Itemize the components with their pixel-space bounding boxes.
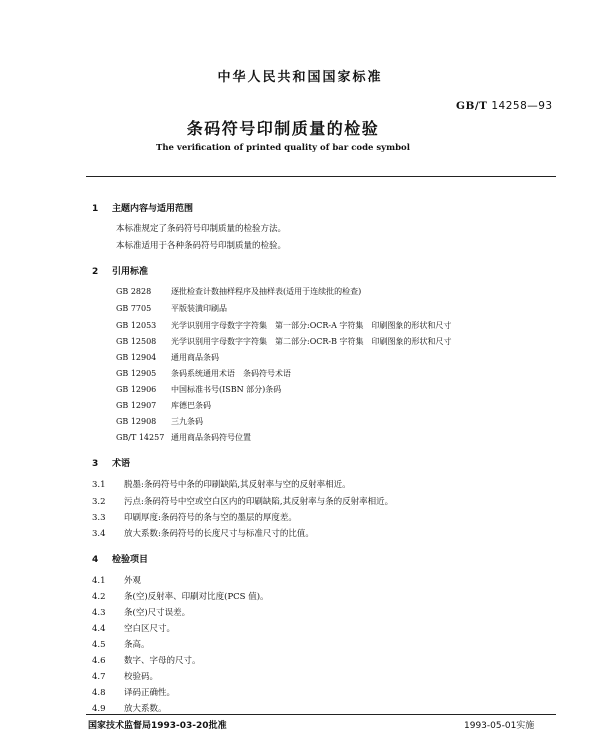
reference-title: 逐批检查计数抽样程序及抽样表(适用于连续批的检查)	[171, 287, 362, 296]
section-title: 术语	[112, 459, 131, 469]
section-title: 检验项目	[112, 555, 149, 565]
item-number: 4.6	[92, 656, 106, 666]
reference-item	[116, 368, 291, 379]
inspection-item	[92, 622, 175, 634]
reference-item	[116, 352, 219, 363]
term-text: 污点:条码符号中空或空白区内的印刷缺陷,其反射率与条的反射率相近。	[124, 497, 394, 507]
term-item	[92, 478, 351, 490]
inspection-item	[92, 654, 201, 666]
reference-item	[116, 400, 211, 411]
inspection-item	[92, 702, 167, 714]
reference-title: 通用商品条码符号位置	[171, 433, 251, 442]
term-item	[92, 495, 393, 507]
reference-code: GB 12907	[116, 401, 157, 410]
item-text: 放大系数。	[124, 704, 167, 714]
item-text: 译码正确性。	[124, 688, 176, 698]
approval-date: 国家技术监督局1993-03-20批准	[88, 721, 227, 731]
reference-title: 光学识别用字母数字字符集 第二部分:OCR-B 字符集 印刷图象的形状和尺寸	[171, 337, 452, 346]
implementation-date: 1993-05-01实施	[464, 721, 535, 731]
item-text: 条(空)反射率、印刷对比度(PCS 值)。	[124, 592, 269, 602]
section-number: 4	[92, 555, 99, 565]
term-number: 3.1	[92, 480, 106, 490]
reference-code: GB 12906	[116, 385, 157, 394]
section-title: 引用标准	[112, 267, 149, 277]
item-number: 4.8	[92, 688, 106, 698]
section-number: 1	[92, 204, 99, 214]
header-divider	[86, 176, 556, 177]
item-number: 4.3	[92, 608, 106, 618]
section-heading-items	[92, 552, 148, 565]
inspection-item	[92, 590, 269, 602]
reference-item	[116, 286, 361, 297]
reference-code: GB 12905	[116, 369, 157, 378]
document-title-cn: 条码符号印制质量的检验	[186, 119, 380, 138]
item-text: 条高。	[124, 640, 150, 650]
reference-title: 光学识别用字母数字字符集 第一部分:OCR-A 字符集 印刷图象的形状和尺寸	[171, 321, 452, 330]
term-item	[92, 511, 297, 523]
term-number: 3.2	[92, 497, 106, 507]
term-item	[92, 527, 314, 539]
term-number: 3.4	[92, 529, 106, 539]
reference-code: GB 2828	[116, 287, 152, 296]
item-number: 4.2	[92, 592, 106, 602]
reference-code: GB/T 14257	[116, 433, 165, 442]
reference-code: GB 7705	[116, 304, 152, 313]
term-text: 印刷厚度:条码符号的条与空的墨层的厚度差。	[124, 513, 297, 523]
term-text: 脱墨:条码符号中条的印刷缺陷,其反射率与空的反射率相近。	[124, 480, 351, 490]
section-heading-terms	[92, 456, 130, 469]
reference-item	[116, 432, 251, 443]
item-number: 4.4	[92, 624, 106, 634]
reference-item	[116, 320, 451, 331]
reference-code: GB 12053	[116, 321, 157, 330]
reference-title: 三九条码	[171, 417, 203, 426]
section-heading-references	[92, 264, 148, 277]
reference-item	[116, 416, 203, 427]
item-number: 4.5	[92, 640, 106, 650]
reference-item	[116, 336, 452, 347]
reference-item	[116, 303, 227, 314]
term-number: 3.3	[92, 513, 106, 523]
inspection-item	[92, 574, 141, 586]
inspection-item	[92, 670, 158, 682]
reference-code: GB 12508	[116, 337, 157, 346]
section-heading-scope	[92, 201, 193, 214]
standard-prefix: GB/T	[456, 100, 488, 112]
item-text: 外观	[124, 576, 142, 586]
item-text: 校验码。	[124, 672, 159, 682]
reference-title: 平版装潢印刷品	[171, 304, 227, 313]
inspection-item	[92, 606, 190, 618]
section-number: 2	[92, 267, 99, 277]
inspection-item	[92, 686, 175, 698]
reference-code: GB 12908	[116, 417, 157, 426]
scope-paragraph: 本标准适用于各种条码符号印制质量的检验。	[116, 241, 287, 251]
item-number: 4.1	[92, 576, 106, 586]
scope-paragraph: 本标准规定了条码符号印制质量的检验方法。	[116, 224, 287, 234]
section-title: 主题内容与适用范围	[112, 204, 194, 214]
term-text: 放大系数:条码符号的长度尺寸与标准尺寸的比值。	[124, 529, 314, 539]
reference-title: 通用商品条码	[171, 353, 219, 362]
item-number: 4.9	[92, 704, 106, 714]
standard-number	[456, 100, 553, 112]
item-text: 条(空)尺寸误差。	[124, 608, 191, 618]
document-title-en: The verification of printed quality of bar code symbol	[156, 143, 410, 153]
item-number: 4.7	[92, 672, 106, 682]
item-text: 数字、字母的尺寸。	[124, 656, 201, 666]
item-text: 空白区尺寸。	[124, 624, 176, 634]
inspection-item	[92, 638, 150, 650]
reference-code: GB 12904	[116, 353, 157, 362]
section-number: 3	[92, 459, 99, 469]
footer-divider	[86, 714, 556, 715]
standard-code: 14258—93	[491, 100, 553, 112]
reference-title: 条码系统通用术语 条码符号术语	[171, 369, 291, 378]
national-standard-heading: 中华人民共和国国家标准	[217, 70, 383, 85]
reference-title: 库德巴条码	[171, 401, 211, 410]
reference-item	[116, 384, 281, 395]
reference-title: 中国标准书号(ISBN 部分)条码	[171, 385, 282, 394]
